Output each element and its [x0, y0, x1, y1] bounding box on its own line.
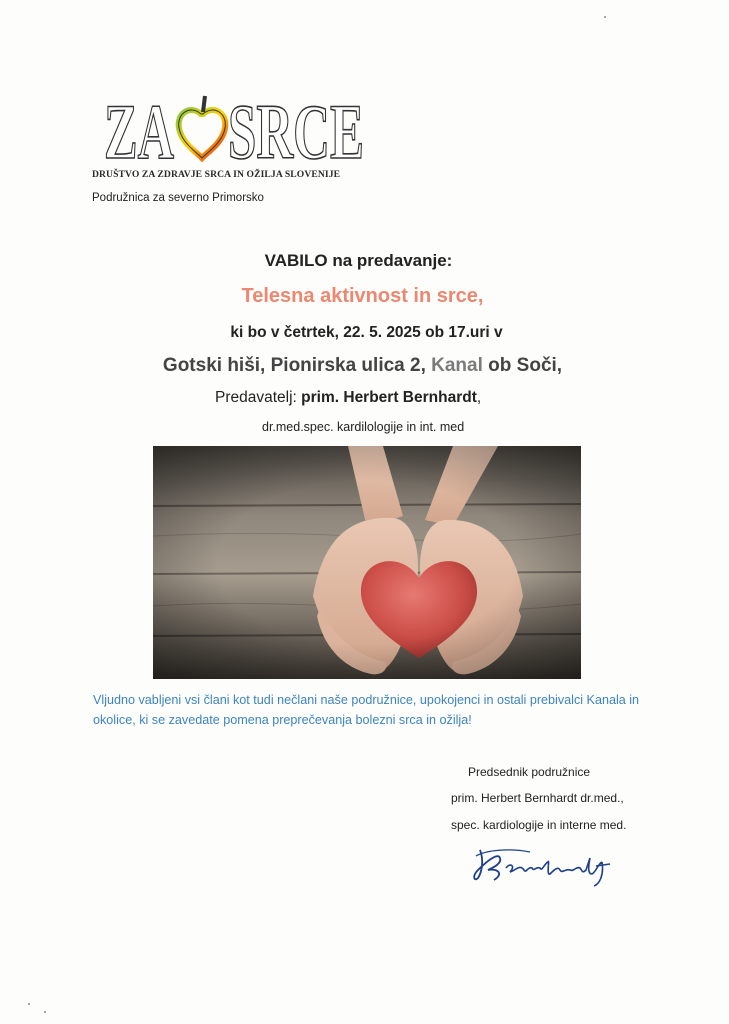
lecturer-comma: ,: [476, 389, 482, 406]
location-part2: ob Soči,: [482, 355, 563, 376]
signature-specialty: spec. kardiologije in interne med.: [451, 818, 627, 832]
scan-speck: [604, 16, 606, 18]
lecturer-label: Predavatelj:: [215, 389, 302, 406]
lecturer-line: [215, 389, 481, 407]
hands-heart-photo: [153, 446, 581, 679]
handwritten-signature: [470, 840, 620, 890]
branch-name: Podružnica za severno Primorsko: [92, 192, 264, 204]
lecturer-name: prim. Herbert Bernhardt: [301, 389, 477, 406]
signature-name: prim. Herbert Bernhardt dr.med.,: [451, 791, 624, 805]
lecture-topic: Telesna aktivnost in srce,: [241, 285, 484, 307]
scan-speck: [44, 1011, 46, 1013]
lecturer-title: dr.med.spec. kardilologije in int. med: [262, 420, 465, 434]
location-kanal: Kanal: [431, 355, 483, 376]
svg-text:SRCE: SRCE: [228, 88, 364, 175]
welcome-text: Vljudno vabljeni vsi člani kot tudi nečlani naše podružnice, upokojenci in ostali prebivalci Kanala in okolice, ki se zavedate pomena preprečevanja bolezni srca in ožilja!: [93, 693, 640, 727]
date-line: ki bo v četrtek, 22. 5. 2025 ob 17.uri v: [230, 324, 503, 341]
location-line: [0, 355, 725, 377]
svg-text:ZA: ZA: [104, 88, 174, 175]
scan-speck: [28, 1003, 30, 1005]
organization-name: DRUŠTVO ZA ZDRAVJE SRCA IN OŽILJA SLOVENIJE: [92, 169, 341, 180]
invitation-heading: VABILO na predavanje:: [264, 251, 453, 270]
hands-heart-image: [153, 446, 581, 679]
signature-graphic: [470, 840, 620, 890]
location-part1: Gotski hiši, Pionirska ulica 2,: [162, 355, 432, 376]
signature-role: Predsednik podružnice: [468, 765, 591, 779]
